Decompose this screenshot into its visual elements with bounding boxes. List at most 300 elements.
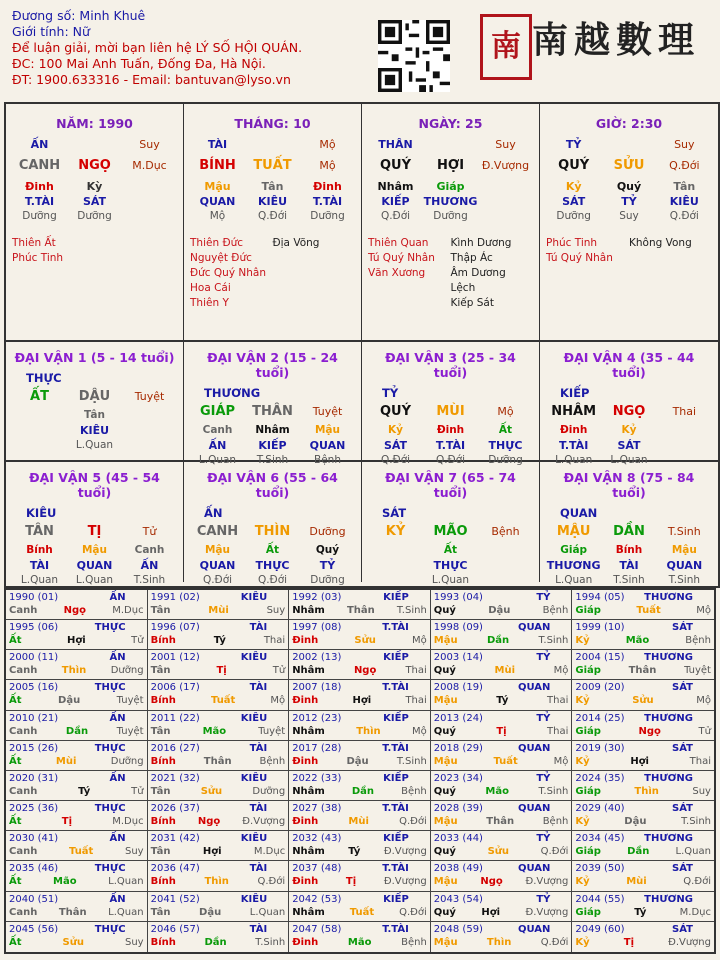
earthly-branch: NGỌ [612,404,646,419]
dai-van-cell [362,462,540,586]
heavenly-stem: GIÁP [199,404,236,419]
year-relation: TỶ [536,592,551,603]
year-phase: Q.Đới [540,846,569,858]
year-branch: Mão [625,635,650,647]
good-star: Thiên Ất [12,237,56,249]
growth-state: L.Quan [75,439,114,451]
year-phase: Bệnh [401,936,427,948]
year-branch: Sửu [62,936,84,948]
year-label: 2035 (46) [9,863,59,875]
chart-header [12,8,302,88]
year-phase: Suy [124,936,144,948]
year-relation: ẤN [109,893,126,905]
year-label: 2004 (15) [575,652,625,664]
annual-cell [572,801,714,831]
year-label: 1999 (10) [575,622,625,634]
year-relation: T.TÀI [382,742,409,754]
year-stem: Nhâm [292,605,325,616]
growth-state: Q.Đới [435,454,466,466]
year-stem: Mậu [433,816,458,828]
annual-cell [6,861,148,891]
year-label: 1997 (08) [292,622,342,634]
year-relation: T.TÀI [382,803,409,815]
year-label: 2032 (43) [292,833,342,845]
year-label: 2025 (36) [9,803,59,815]
year-branch: Dần [627,846,650,858]
growth-state: T.Sinh [613,574,645,586]
ten-god: QUAN [309,439,346,452]
year-relation: THỰC [94,682,126,694]
hidden-stem: Mậu [204,180,231,193]
ten-god: THƯƠNG [423,195,478,208]
dai-van-title: ĐẠI VẬN 8 (75 - 84 tuổi) [563,470,695,500]
year-stem: Kỷ [575,816,590,828]
year-label: 2044 (55) [575,893,625,905]
pillar-cell [184,104,362,342]
annual-cell [148,590,290,620]
year-phase: T.Sinh [396,755,427,767]
year-phase: Bệnh [542,816,569,828]
year-stem: Quý [433,785,456,797]
good-star: Thiên Y [190,297,229,309]
year-label: 2039 (50) [575,863,625,875]
year-branch: Dậu [346,755,369,767]
pillar-relation: TÀI [207,138,228,151]
year-label: 1990 (01) [9,592,59,603]
annual-cell [572,680,714,710]
year-relation: KIẾP [383,592,409,603]
annual-cell [148,831,290,861]
year-phase: Dưỡng [110,665,144,677]
dai-van-cell [6,342,184,462]
year-relation: SÁT [672,923,693,935]
year-relation: QUAN [517,622,551,634]
year-label: 2003 (14) [433,652,483,664]
ten-god: KIẾP [258,439,287,452]
year-phase: L.Quan [249,906,286,918]
growth-state: Dưỡng [22,210,57,222]
annual-cell [572,620,714,650]
ten-god: TỶ [319,559,336,572]
pillar-grid [4,102,720,588]
year-branch: Tị [623,936,634,948]
growth-state: L.Quan [431,574,470,586]
year-phase: Thai [547,695,569,707]
dai-van-relation: THỰC [26,371,62,385]
year-branch: Hợi [352,695,372,707]
annual-cell [148,711,290,741]
annual-cell [289,680,431,710]
year-phase: Mộ [270,695,286,707]
year-branch: Hợi [481,906,501,918]
ten-god: T.TÀI [559,439,589,452]
year-stem: Ất [9,876,22,888]
growth-state: L.Quan [20,574,59,586]
annual-cell [431,861,573,891]
year-phase: Thai [405,665,427,677]
year-label: 2034 (45) [575,833,625,845]
year-stem: Quý [433,906,456,918]
hidden-stem: Ất [443,544,458,556]
growth-state: Dưỡng [310,574,345,586]
bad-star: Địa Võng [272,237,320,249]
year-branch: Thân [628,665,657,677]
annual-cell [6,680,148,710]
year-phase: Q.Đới [540,936,569,948]
year-phase: M.Dục [679,906,711,918]
ten-god: TỶ [621,195,637,208]
ten-god: QUAN [199,195,236,208]
year-phase: L.Quan [108,906,144,918]
dai-van-relation: SÁT [382,506,407,520]
year-label: 2037 (48) [292,863,342,875]
year-label: 2045 (56) [9,923,59,935]
earthly-branch: SỬU [613,158,645,173]
life-phase: Bệnh [491,525,520,538]
year-label: 2006 (17) [150,682,200,694]
year-relation: SÁT [672,682,693,694]
year-branch: Thìn [204,876,229,888]
year-stem: Giáp [575,605,601,616]
ten-god: T.TÀI [435,439,466,452]
year-stem: Tân [150,785,171,797]
year-relation: THỰC [94,923,126,935]
year-branch: Tị [496,725,507,737]
annual-cell [431,892,573,922]
year-label: 2043 (54) [433,893,483,905]
pillar-relation: THÂN [378,138,413,151]
annual-cell [572,831,714,861]
year-branch: Thìn [486,936,512,948]
gender: Giới tính: Nữ [12,24,90,39]
hidden-stem: Nhâm [377,180,414,193]
year-branch: Mão [485,785,509,797]
pillar-relation-phase: Suy [674,138,695,151]
earthly-branch: TỊ [87,524,102,539]
annual-cell [6,650,148,680]
growth-state: Q.Đới [380,210,411,222]
ten-god: KIÊU [257,195,288,208]
year-phase: Thai [547,725,569,737]
dai-van-relation: KIẾP [560,386,590,400]
year-label: 2023 (34) [433,772,483,784]
year-relation: THƯƠNG [644,712,693,724]
hidden-stem: Ất [265,544,280,556]
growth-state: L.Quan [198,454,237,466]
year-phase: Q.Đới [399,816,427,828]
dai-van-cell [6,462,184,586]
year-stem: Mậu [433,876,458,888]
pillar-relation: ẤN [30,138,49,151]
year-label: 2042 (53) [292,893,342,905]
year-relation: T.TÀI [382,923,409,935]
year-phase: Suy [692,785,711,797]
pillar-title: NĂM: 1990 [56,116,133,131]
year-label: 2046 (57) [150,923,200,935]
year-branch: Mùi [208,605,229,616]
growth-state: Q.Đới [257,210,288,222]
hidden-stem: Đinh [436,424,465,436]
growth-state: Dưỡng [488,454,523,466]
year-stem: Bính [150,635,176,647]
good-star: Thiên Đức [190,237,244,249]
growth-state: Q.Đới [380,454,411,466]
year-phase: L.Quan [108,876,144,888]
year-branch: Dần [351,785,375,797]
year-branch: Thân [58,906,87,918]
year-branch: Tý [348,846,361,858]
hidden-stem: Kỷ [388,424,403,436]
earthly-branch: MÙI [436,404,465,419]
pillar-relation-phase: Suy [495,138,516,151]
year-stem: Quý [433,725,456,737]
life-phase: Tuyệt [134,390,165,403]
ten-god: ẤN [208,439,227,452]
dai-van-title: ĐẠI VẬN 4 (35 - 44 tuổi) [563,350,695,380]
growth-state: L.Quan [75,574,114,586]
hidden-stem: Kỷ [565,180,582,193]
year-phase: Mộ [696,605,711,616]
year-phase: Tuyệt [258,725,286,737]
phone-email-line: ĐT: 1900.633316 - Email: bantuvan@lyso.vn [12,72,291,87]
ten-god: ẤN [140,559,159,572]
year-relation: TÀI [249,863,268,875]
life-phase: Dưỡng [309,525,346,538]
heavenly-stem: QUÝ [379,404,412,419]
year-phase: Thai [689,755,711,767]
hidden-stem: Tân [84,409,105,421]
annual-cell [148,922,290,952]
annual-cell [431,590,573,620]
ten-god: SÁT [617,439,641,452]
address-line: ĐC: 100 Mai Anh Tuấn, Đống Đa, Hà Nội. [12,56,266,71]
year-branch: Sửu [354,635,376,647]
year-label: 2038 (49) [433,863,483,875]
year-stem: Canh [9,846,38,858]
annual-cell [431,711,573,741]
growth-state: Q.Đới [202,574,233,586]
year-label: 2021 (32) [150,772,200,784]
seal-logo: 南 [480,14,532,80]
year-relation: THỰC [94,622,126,634]
year-stem: Kỷ [575,876,590,888]
hidden-stem: Nhâm [255,424,290,436]
year-relation: SÁT [672,742,693,754]
annual-cell [289,831,431,861]
year-relation: SÁT [672,803,693,815]
year-label: 2016 (27) [150,742,200,754]
hidden-stem: Canh [202,424,233,436]
earthly-branch: TUẤT [253,158,292,173]
annual-grid [4,588,716,954]
pillar-relation: TỶ [565,138,582,151]
year-label: 2001 (12) [150,652,200,664]
year-relation: TÀI [249,803,268,815]
year-label: 2022 (33) [292,772,342,784]
year-stem: Kỷ [575,936,590,948]
year-label: 2009 (20) [575,682,625,694]
hidden-stem: Kỳ [86,180,103,193]
ten-god: THỰC [255,559,290,572]
year-branch: Mùi [348,816,369,828]
annual-cell [572,590,714,620]
year-stem: Mậu [433,635,458,647]
annual-cell [572,771,714,801]
year-branch: Mão [202,725,227,737]
year-relation: ẤN [109,833,126,845]
good-star: Phúc Tinh [12,252,64,264]
year-phase: M.Dục [112,816,144,828]
year-relation: KIẾP [383,772,409,784]
dai-van-cell [540,342,718,466]
ten-god: KIÊU [669,195,699,208]
year-label: 2019 (30) [575,742,625,754]
year-stem: Nhâm [292,846,325,858]
year-phase: T.Sinh [681,816,711,828]
year-relation: QUAN [517,742,551,754]
year-relation: ẤN [109,592,126,603]
year-stem: Đinh [292,755,319,767]
year-relation: T.TÀI [382,863,409,875]
year-stem: Đinh [292,695,319,707]
year-label: 2026 (37) [150,803,200,815]
heavenly-stem: CANH [196,524,239,539]
earthly-branch: DẦN [613,524,645,539]
year-phase: Q.Đới [683,876,711,888]
ten-god: SÁT [562,195,586,208]
heavenly-stem: QUÝ [379,158,412,173]
year-label: 2047 (58) [292,923,342,935]
earthly-branch: MÃO [433,524,468,539]
pillar-title: THÁNG: 10 [234,116,311,131]
year-branch: Tuất [349,906,375,918]
annual-cell [148,801,290,831]
year-branch: Ngọ [197,816,221,828]
heavenly-stem: QUÝ [558,158,590,173]
bad-star: Âm Dương Lệch [450,267,506,294]
year-phase: T.Sinh [255,936,286,948]
dai-van-title: ĐẠI VẬN 1 (5 - 14 tuổi) [14,350,175,365]
year-label: 1992 (03) [292,592,342,603]
year-branch: Hợi [630,755,649,767]
year-phase: Mộ [553,665,569,677]
bad-star: Kiếp Sát [450,297,494,309]
good-star: Tú Quý Nhân [368,252,435,264]
dai-van-cell [184,342,362,466]
year-relation: KIẾP [383,652,409,664]
year-phase: Đ.Vượng [242,816,286,828]
growth-state: L.Quan [555,454,593,466]
hidden-stem: Quý [616,180,642,193]
year-stem: Mậu [433,936,458,948]
year-branch: Mão [347,936,372,948]
growth-state: L.Quan [555,574,593,586]
hidden-stem: Tân [673,180,696,193]
annual-cell [6,892,148,922]
year-phase: Q.Đới [399,906,427,918]
year-branch: Tý [213,635,226,647]
life-phase: Q.Đới [669,159,700,172]
annual-cell [572,861,714,891]
year-branch: Sửu [632,695,654,707]
year-stem: Ất [9,936,22,948]
year-stem: Mậu [433,755,458,767]
year-branch: Tuất [68,846,94,858]
year-phase: Tuyệt [116,725,144,737]
annual-cell [6,620,148,650]
year-stem: Ất [9,635,22,647]
year-phase: Tuyệt [684,665,711,677]
heavenly-stem: NHÂM [551,404,597,419]
year-branch: Dần [486,635,510,647]
year-label: 2018 (29) [433,742,483,754]
life-phase: Mộ [319,159,336,172]
dai-van-cell [362,342,540,466]
dai-van-relation: QUAN [560,506,598,520]
year-stem: Canh [9,785,38,797]
year-stem: Nhâm [292,665,325,677]
pillar-title: NGÀY: 25 [418,116,483,131]
year-stem: Canh [9,906,38,918]
growth-state: Q.Đới [257,574,288,586]
year-branch: Hợi [202,846,222,858]
year-label: 2002 (13) [292,652,342,664]
year-phase: Dưỡng [252,785,286,797]
year-relation: SÁT [672,863,693,875]
year-branch: Hợi [67,635,86,647]
year-stem: Giáp [575,785,601,797]
life-phase: Tử [142,525,157,538]
growth-state: Mộ [209,210,226,222]
ten-god: SÁT [383,439,408,452]
year-phase: Q.Đới [257,876,286,888]
year-label: 2040 (51) [9,893,59,905]
year-stem: Kỷ [575,635,590,647]
year-label: 2013 (24) [433,712,483,724]
year-label: 2010 (21) [9,712,59,724]
year-label: 2012 (23) [292,712,342,724]
year-relation: THƯƠNG [644,592,693,603]
earthly-branch: NGỌ [78,158,111,173]
year-branch: Dậu [199,906,222,918]
year-phase: Tử [131,635,144,647]
hidden-stem: Quý [315,544,340,556]
year-label: 2017 (28) [292,742,342,754]
ten-god: THỰC [433,559,468,572]
year-phase: Bệnh [259,755,286,767]
year-phase: Bệnh [685,635,711,647]
growth-state: L.Quan [610,454,648,466]
year-stem: Bính [150,816,176,828]
annual-cell [431,680,573,710]
year-phase: Đ.Vượng [383,846,427,858]
annual-cell [6,922,148,952]
annual-cell [6,741,148,771]
year-relation: THƯƠNG [644,772,693,784]
annual-cell [6,711,148,741]
year-label: 2011 (22) [150,712,200,724]
heavenly-stem: CANH [18,158,61,173]
year-label: 2031 (42) [150,833,200,845]
annual-cell [148,861,290,891]
hidden-stem: Mậu [81,544,107,556]
ten-god: KIẾP [381,195,410,208]
dai-van-relation: ẤN [204,506,223,520]
year-label: 2008 (19) [433,682,483,694]
growth-state: Dưỡng [556,210,591,222]
year-branch: Ngọ [353,665,377,677]
ten-god: QUAN [199,559,236,572]
